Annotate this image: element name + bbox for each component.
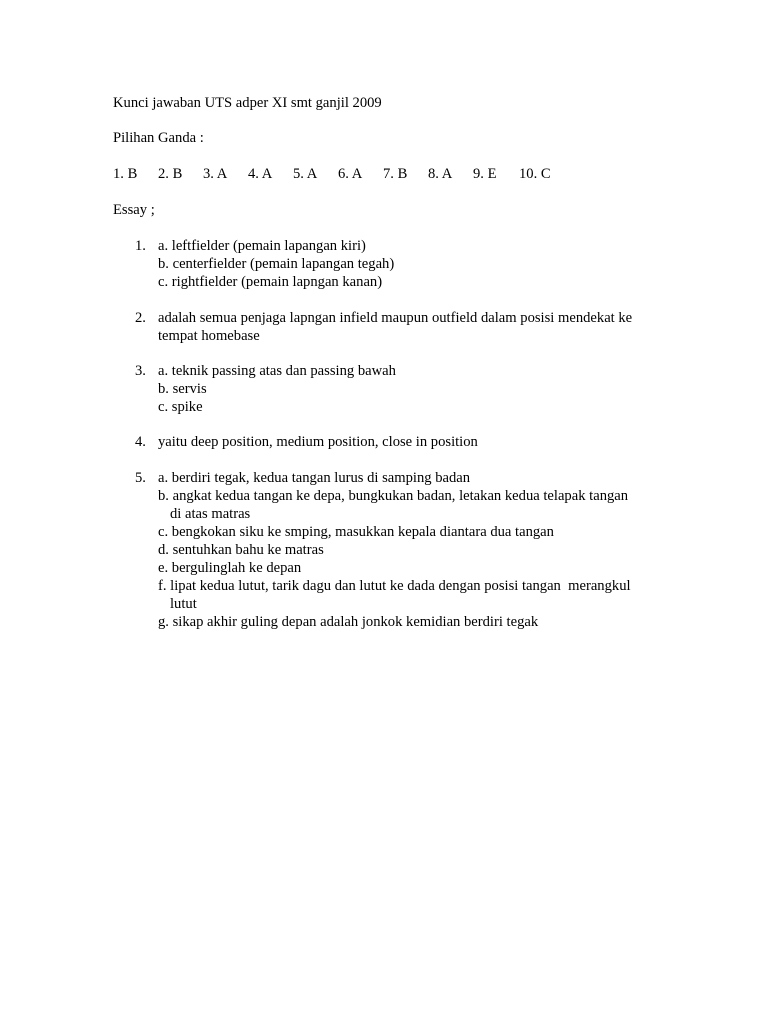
essay-item-answer: [158, 469, 668, 631]
essay-item-number: 3.: [135, 363, 146, 379]
answer-line: d. sentuhkan bahu ke matras: [158, 542, 324, 558]
answer-line: yaitu deep position, medium position, close in position: [158, 434, 478, 450]
essay-heading: Essay ;: [113, 202, 155, 218]
answer-10: 10. C: [519, 166, 551, 182]
answer-line: b. angkat kedua tangan ke depa, bungkukan badan, letakan kedua telapak tangan: [158, 488, 629, 504]
answer-2: 2. B: [158, 166, 183, 182]
essay-item-answer: [158, 433, 668, 451]
answer-line: a. berdiri tegak, kedua tangan lurus di samping badan: [158, 470, 471, 486]
answer-4: 4. A: [248, 166, 273, 182]
answer-1: 1. B: [113, 166, 138, 182]
essay-item-number: 1.: [135, 238, 146, 254]
answer-line: c. rightfielder (pemain lapngan kanan): [158, 274, 383, 290]
answer-6: 6. A: [338, 166, 363, 182]
document-title: Kunci jawaban UTS adper XI smt ganjil 2009: [113, 95, 382, 111]
answer-line-continuation: di atas matras: [170, 506, 251, 522]
answer-8: 8. A: [428, 166, 453, 182]
essay-item-number: 5.: [135, 470, 146, 486]
answer-line-continuation: lutut: [170, 596, 197, 612]
answer-line: tempat homebase: [158, 328, 260, 344]
answer-9: 9. E: [473, 166, 497, 182]
answer-line: adalah semua penjaga lapngan infield maupun outfield dalam posisi mendekat ke: [158, 310, 633, 326]
essay-item-answer: [158, 362, 668, 416]
essay-item-answer: [158, 309, 668, 345]
answer-5: 5. A: [293, 166, 318, 182]
answer-line: f. lipat kedua lutut, tarik dagu dan lutut ke dada dengan posisi tangan merangkul: [158, 578, 631, 594]
essay-item-number: 2.: [135, 310, 146, 326]
answer-3: 3. A: [203, 166, 228, 182]
answer-line: e. bergulinglah ke depan: [158, 560, 302, 576]
multiple-choice-heading: Pilihan Ganda :: [113, 130, 204, 146]
answer-line: g. sikap akhir guling depan adalah jonkok kemidian berdiri tegak: [158, 614, 539, 630]
answer-line: a. teknik passing atas dan passing bawah: [158, 363, 396, 379]
essay-item-number: 4.: [135, 434, 146, 450]
essay-item-answer: [158, 237, 668, 291]
answer-line: c. spike: [158, 399, 203, 415]
answer-line: a. leftfielder (pemain lapangan kiri): [158, 238, 366, 254]
answer-line: b. centerfielder (pemain lapangan tegah): [158, 256, 395, 272]
answer-line: b. servis: [158, 381, 207, 397]
answer-7: 7. B: [383, 166, 408, 182]
multiple-choice-answers: [113, 165, 613, 183]
answer-line: c. bengkokan siku ke smping, masukkan kepala diantara dua tangan: [158, 524, 554, 540]
